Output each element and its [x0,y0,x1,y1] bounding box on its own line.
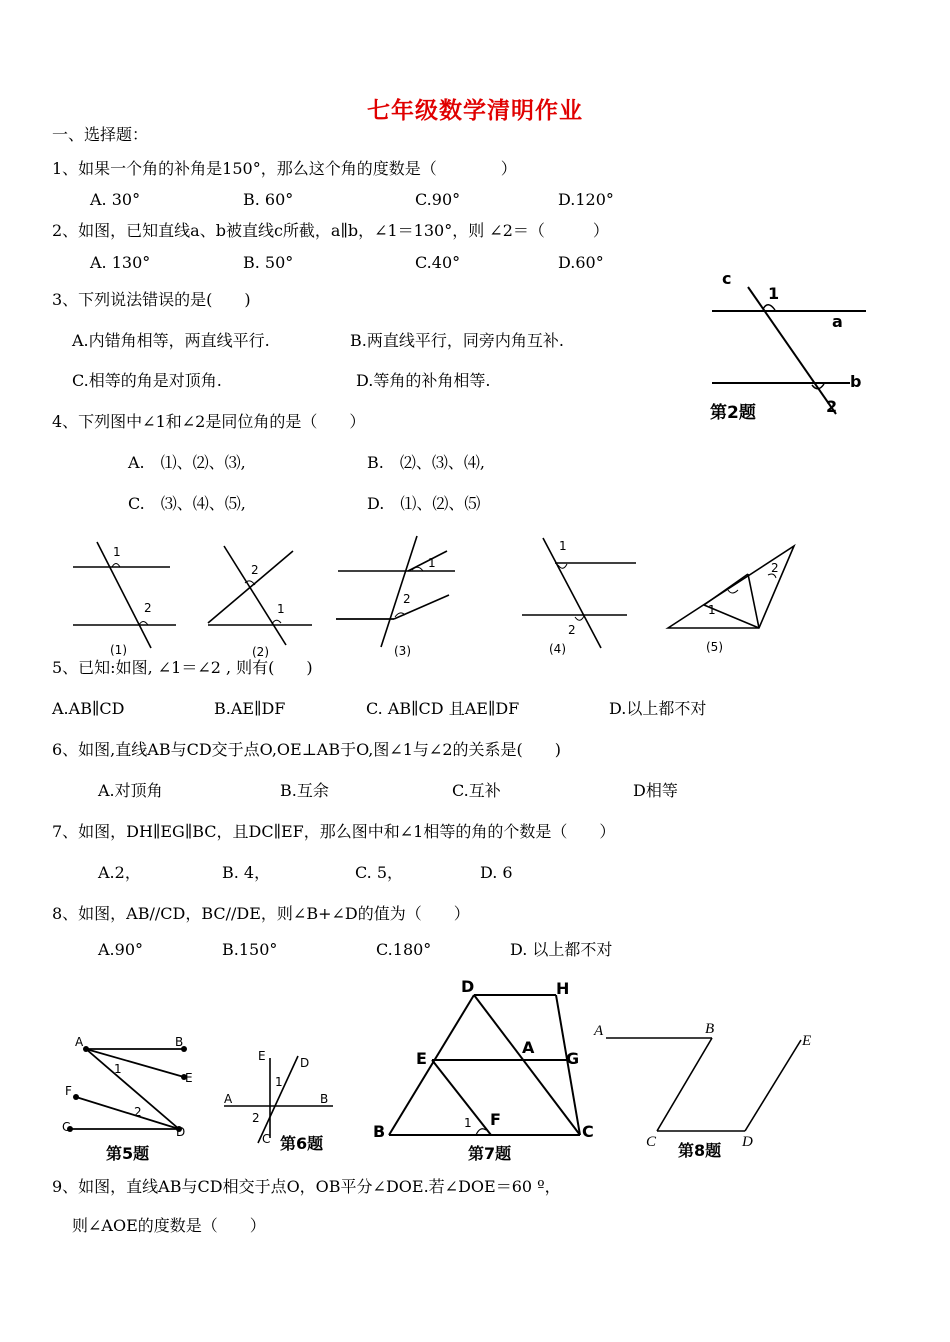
q6-option-b: B.互余 [280,781,329,800]
q7-label-D: D [461,977,475,996]
q7-label-C: C [582,1122,594,1141]
q8-label-C: C [646,1134,657,1150]
q8-figure [606,1038,801,1131]
q4-f3-label-1: 1 [428,556,436,570]
q5-label-2: 2 [134,1105,142,1119]
q7-label-B: B [373,1122,386,1141]
q4-f3-label-2: 2 [403,592,411,606]
q5-option-a: A.AB∥CD [52,699,125,718]
q7-stem: 7、如图，DH∥EG∥BC，且DC∥EF，那么图中和∠1相等的角的个数是（ ） [52,822,616,841]
page-title: 七年级数学清明作业 [367,97,583,124]
q2-option-a: A. 130° [90,253,151,272]
q9-stem: 9、如图，直线AB与CD相交于点O，OB平分∠DOE.若∠DOE＝60 º， [52,1177,561,1196]
q8-label-A: A [594,1023,604,1039]
q6-label-1: 1 [275,1075,283,1089]
q6-caption: 第6题 [280,1134,324,1153]
q2-label-b: b [850,372,862,391]
q6-figure [224,1056,333,1143]
q2-label-c: c [722,269,732,288]
q1-option-b: B. 60° [243,190,294,209]
q2-stem: 2、如图，已知直线a、b被直线c所截，a∥b，∠1＝130°，则 ∠2＝（ ） [52,221,609,240]
q4-figure-2 [208,546,312,645]
q7-label-H: H [556,979,570,998]
q5-label-D: D [176,1125,186,1139]
q6-label-B: B [320,1092,329,1106]
q6-label-C: C [262,1132,271,1146]
q7-label-E: E [416,1049,427,1068]
q3-option-a: A.内错角相等，两直线平行. [72,331,270,350]
q5-stem: 5、已知:如图, ∠1＝∠2 , 则有( ) [52,658,313,677]
q7-label-G: G [566,1049,580,1068]
q5-figure [70,1049,184,1129]
q7-label-F: F [490,1110,501,1129]
q3-stem: 3、下列说法错误的是( ) [52,290,251,309]
q8-option-d: D. 以上都不对 [510,940,613,959]
q5-label-E: E [185,1071,193,1085]
q4-stem: 4、下列图中∠1和∠2是同位角的是（ ） [52,412,366,431]
q4-figure-3 [336,536,455,647]
section-heading: 一、选择题： [52,125,149,144]
q4-caption-5: (5) [706,640,723,654]
q4-option-a: A. ⑴、⑵、⑶, [128,453,246,472]
q5-label-1: 1 [114,1062,122,1076]
q5-label-B: B [175,1035,184,1049]
q4-f1-label-2: 2 [144,601,152,615]
q4-f2-label-1: 1 [277,602,285,616]
q8-label-D: D [742,1134,753,1150]
q6-option-d: D相等 [633,781,678,800]
q9-stem-continued: 则∠AOE的度数是（ ） [72,1216,266,1235]
q5-label-C: C [62,1120,71,1134]
q4-f5-label-2: 2 [771,561,779,575]
q4-caption-3: (3) [394,644,411,658]
q5-points [67,1046,187,1132]
q8-caption: 第8题 [678,1141,722,1160]
q6-label-2: 2 [252,1111,260,1125]
q5-label-F: F [65,1084,72,1098]
q6-stem: 6、如图,直线AB与CD交于点O,OE⊥AB于O,图∠1与∠2的关系是( ) [52,740,561,759]
q7-option-a: A.2， [98,863,141,882]
q1-option-c: C.90° [415,190,461,209]
q4-figure-4 [522,538,636,648]
q3-option-b: B.两直线平行，同旁内角互补. [350,331,564,350]
q4-caption-1: (1) [110,643,127,657]
q2-option-b: B. 50° [243,253,294,272]
q6-option-a: A.对顶角 [98,781,163,800]
q2-figure [712,287,866,414]
q4-f4-label-2: 2 [568,623,576,637]
q4-option-c: C. ⑶、⑷、⑸, [128,494,246,513]
q2-label-2: 2 [826,397,838,416]
q4-f1-label-1: 1 [113,545,121,559]
q2-label-1: 1 [768,284,780,303]
q3-option-c: C.相等的角是对顶角. [72,371,222,390]
q8-label-E: E [802,1033,812,1049]
q6-label-D: D [300,1056,310,1070]
q5-option-b: B.AE∥DF [214,699,286,718]
q4-option-d: D. ⑴、⑵、⑸ [367,494,481,513]
q4-f2-label-2: 2 [251,563,259,577]
q5-option-d: D.以上都不对 [609,699,707,718]
q4-figure-5 [668,546,794,628]
q7-label-1: 1 [464,1116,472,1130]
q2-option-c: C.40° [415,253,461,272]
q8-stem: 8、如图，AB//CD，BC//DE，则∠B+∠D的值为（ ） [52,904,470,923]
q8-label-B: B [705,1021,715,1037]
q1-option-a: A. 30° [90,190,141,209]
q7-option-c: C. 5， [355,863,404,882]
q8-option-a: A.90° [98,940,143,959]
q2-option-d: D.60° [558,253,604,272]
q5-option-c: C. AB∥CD 且AE∥DF [366,699,520,718]
q4-option-b: B. ⑵、⑶、⑷, [367,453,485,472]
q7-caption: 第7题 [468,1144,512,1163]
q2-caption: 第2题 [710,403,756,423]
q7-label-A: A [522,1038,535,1057]
q5-label-A: A [75,1035,84,1049]
q5-caption: 第5题 [106,1144,150,1163]
q1-option-d: D.120° [558,190,614,209]
q4-f4-label-1: 1 [559,539,567,553]
q6-option-c: C.互补 [452,781,501,800]
q7-option-d: D. 6 [480,863,513,882]
q1-stem: 1、如果一个角的补角是150°，那么这个角的度数是（ ） [52,159,517,178]
q4-figure-1 [73,542,176,648]
q6-label-E: E [258,1049,266,1063]
q4-caption-2: (2) [252,645,269,659]
q7-option-b: B. 4， [222,863,271,882]
q4-f5-label-1: 1 [708,603,716,617]
q6-label-A: A [224,1092,233,1106]
q2-label-a: a [832,312,843,331]
q8-option-b: B.150° [222,940,278,959]
q8-option-c: C.180° [376,940,432,959]
q3-option-d: D.等角的补角相等. [356,371,491,390]
q4-caption-4: (4) [549,642,566,656]
